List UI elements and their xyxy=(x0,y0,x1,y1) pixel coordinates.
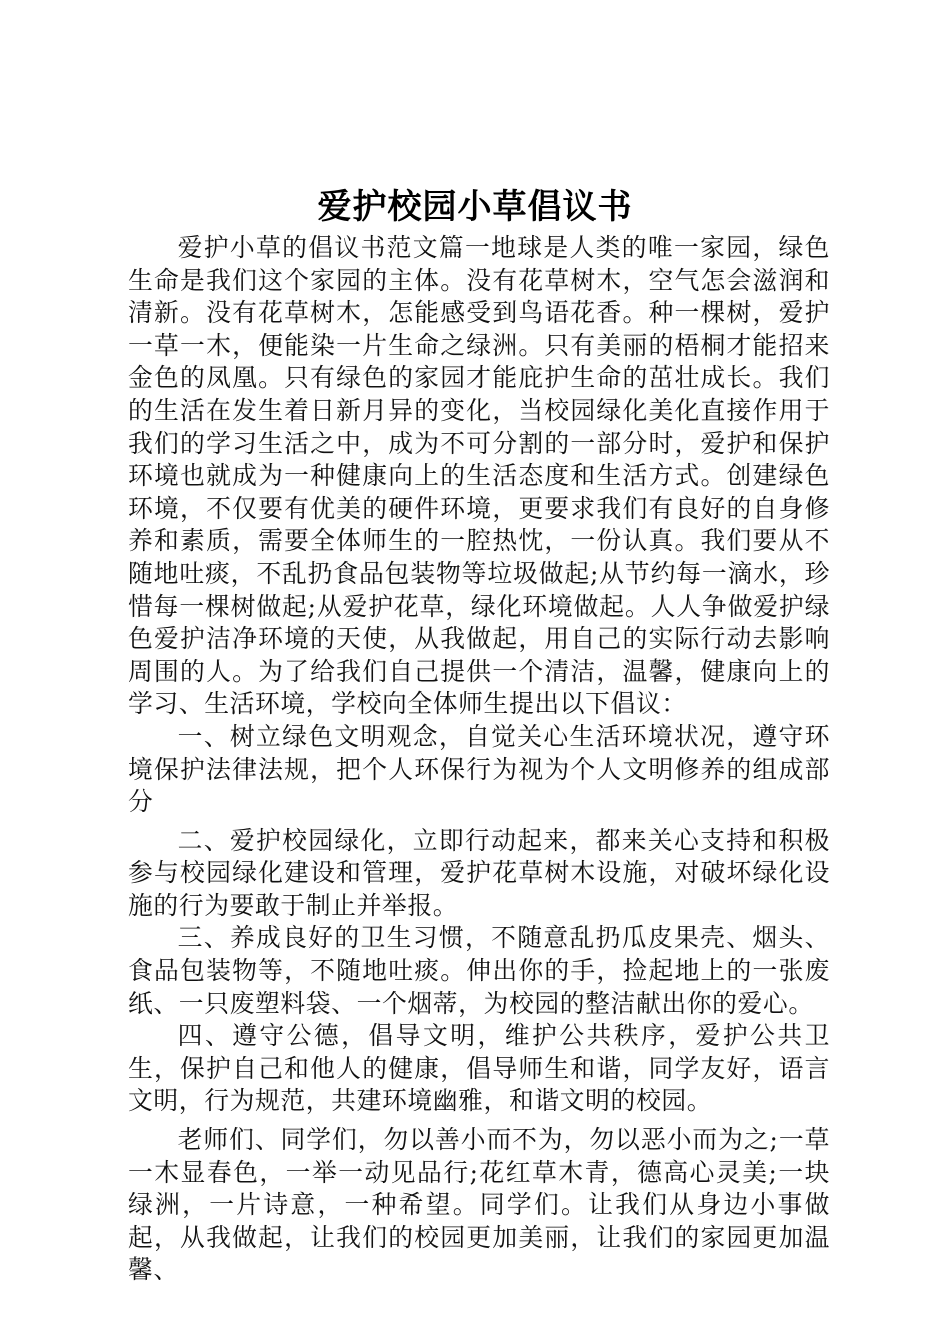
document-body xyxy=(128,232,830,1287)
paragraph-intro: 爱护小草的倡议书范文篇一地球是人类的唯一家园，绿色生命是我们这个家园的主体。没有花草树木，空气怎会滋润和清新。没有花草树木，怎能感受到鸟语花香。种一棵树，爱护一草一木，便能染一片生命之绿洲。只有美丽的梧桐才能招来金色的凤凰。只有绿色的家园才能庇护生命的茁壮成长。我们的生活在发生着日新月异的变化，当校园绿化美化直接作用于我们的学习生活之中，成为不可分割的一部分时，爱护和保护环境也就成为一种健康向上的生活态度和生活方式。创建绿色环境，不仅要有优美的硬件环境，更要求我们有良好的自身修养和素质，需要全体师生的一腔热忱，一份认真。我们要从不随地吐痰，不乱扔食品包装物等垃圾做起;从节约每一滴水，珍惜每一棵树做起;从爱护花草，绿化环境做起。人人争做爱护绿色爱护洁净环境的天使，从我做起，用自己的实际行动去影响周围的人。为了给我们自己提供一个清洁，温馨，健康向上的学习、生活环境，学校向全体师生提出以下倡议： xyxy=(128,233,830,719)
paragraph-proposal-2: 二、爱护校园绿化，立即行动起来，都来关心支持和积极参与校园绿化建设和管理，爱护花草树木设施，对破坏绿化设施的行为要敢于制止并举报。 xyxy=(128,825,830,920)
paragraph-proposal-1: 一、树立绿色文明观念，自觉关心生活环境状况，遵守环境保护法律法规，把个人环保行为视为个人文明修养的组成部分 xyxy=(128,721,830,817)
paragraph-closing: 老师们、同学们，勿以善小而不为，勿以恶小而为之;一草一木显春色，一举一动见品行;花红草木青，德高心灵美;一块绿洲，一片诗意，一种希望。同学们。让我们从身边小事做起，从我做起，让我们的校园更加美丽，让我们的家园更加温馨、 xyxy=(128,1125,830,1285)
paragraph-proposal-4: 四、遵守公德，倡导文明，维护公共秩序，爱护公共卫生，保护自己和他人的健康，倡导师生和谐，同学友好，语言文明，行为规范，共建环境幽雅，和谐文明的校园。 xyxy=(128,1021,830,1116)
document-title: 爱护校园小草倡议书 xyxy=(317,187,633,227)
paragraph-proposal-3: 三、养成良好的卫生习惯，不随意乱扔瓜皮果壳、烟头、食品包装物等，不随地吐痰。伸出你的手，捡起地上的一张废纸、一只废塑料袋、一个烟蒂，为校园的整洁献出你的爱心。 xyxy=(128,923,830,1018)
